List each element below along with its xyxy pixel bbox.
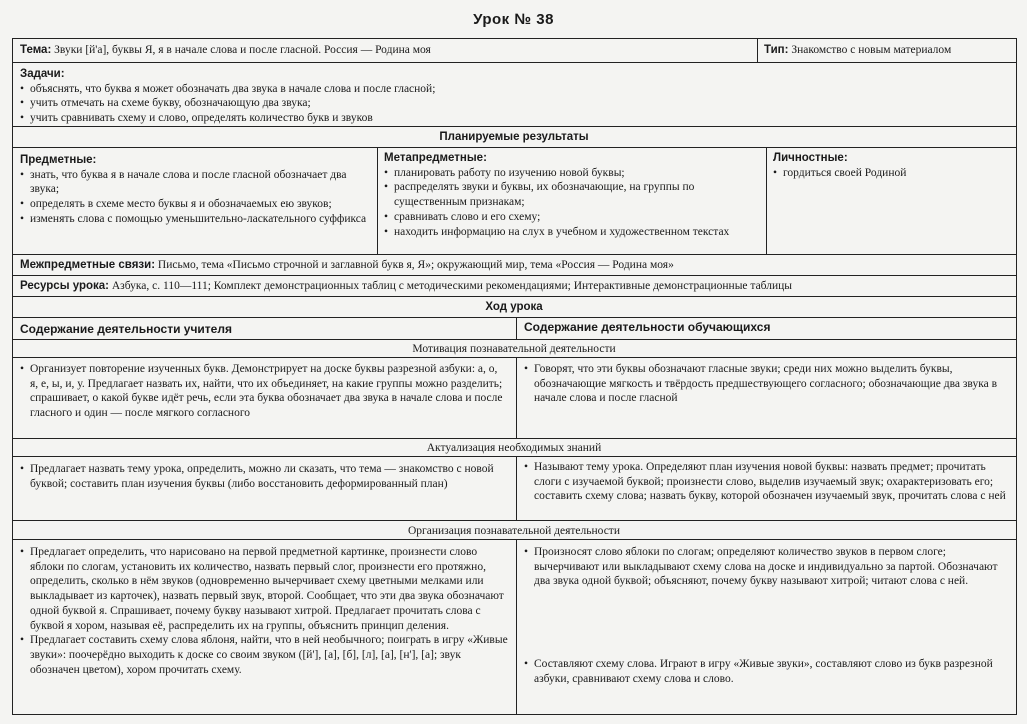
tasks-list [20, 82, 1008, 125]
subject-results [14, 151, 376, 253]
meta-item: • распределять звуки и буквы, их обозначающие, на группы по существенным признакам; [384, 180, 758, 209]
section-teacher-cell [14, 360, 514, 437]
section-students-cell [518, 543, 1014, 619]
tasks-cell [14, 65, 1014, 125]
students-activity: • Говорят, что эти буквы обозначают гласные звуки; среди них можно выделить буквы, обозначающие мягкость и твёрдость предшествующего согласного; обозначающие два звука в начале слова и после гласной [524, 362, 1008, 406]
subject-item: • изменять слова с помощью уменьшительно-ласкательного суффикса [20, 212, 370, 227]
task-item: • учить сравнивать схему и слово, определять количество букв и звуков [20, 111, 1008, 125]
resources-text: Азбука, с. 110—111; Комплект демонстрационных таблиц с методическими рекомендациями; Интерактивные демонстрационные таблицы [111, 280, 793, 292]
type-text: Знакомство с новым материалом [791, 44, 952, 56]
section-title: Мотивация познавательной деятельности [412, 343, 616, 355]
interdisciplinary-text: Письмо, тема «Письмо строчной и заглавной букв я, Я»; окружающий мир, тема «Россия — Родина моя» [157, 259, 674, 271]
section-students-cell [518, 655, 1014, 705]
meta-item: • находить информацию на слух в учебном и художественном текстах [384, 225, 758, 240]
meta-list [384, 166, 758, 240]
resources-cell [14, 277, 1014, 295]
students-activity: • Составляют схему слова. Играют в игру «Живые звуки», составляют слово из букв разрезной азбуки, сравнивают схему слова и слово. [524, 657, 1008, 686]
resources-label: Ресурсы урока: [20, 280, 109, 292]
meta-item: • планировать работу по изучению новой буквы; [384, 166, 758, 181]
tasks-label: Задачи: [20, 68, 65, 80]
teacher-activity: • Организует повторение изученных букв. Демонстрирует на доске буквы разрезной азбуки: а, о, я, е, ы, и, у. Предлагает назвать их, найти, что их объединяет, на какие группы можно разделить; спрашивает, о какой букве идёт речь, если эта буква обозначает два звука в начале слова и после гласного и один — после мягкого согласного [20, 362, 508, 421]
teacher-activity: • Предлагает определить, что нарисовано на первой предметной картинке, произнести слово яблоки по слогам, установить их количество, назвать первый слог, произнести его протяжно, определить, сколько в нём звуков (одновременно вычерчивает схему цветными мелками или выкладывает из карточек), назвать первый звук, второй. Сообщает, что эти два звука обозначают одной буквой я. Спрашивает, почему букву называют хитрой. Предлагает прочитать слова с буквой я хором, называя её, распределить их на группы, объяснить принцип деления. [20, 545, 508, 633]
teacher-activity: • Предлагает составить схему слова яблоня, найти, что в ней необычного; поиграть в игру «Живые звуки»: поочерёдно выходить к доске со своим звуком ([й'], [а], [б], [л], [а], [н'], [а]; звук обозначен цветом), хором прочитать схему. [20, 633, 508, 677]
meta-item: • сравнивать слово и его схему; [384, 210, 758, 225]
subject-list [20, 168, 370, 227]
meta-label: Метапредметные: [384, 152, 487, 164]
task-item: • объяснять, что буква я может обозначать два звука в начале слова и после гласной; [20, 82, 1008, 97]
topic-cell [14, 41, 756, 61]
section-students-cell [518, 360, 1014, 437]
section-students-cell [518, 458, 1014, 520]
type-cell [758, 41, 1016, 61]
subject-label: Предметные: [20, 154, 97, 166]
personal-item: • гордиться своей Родиной [773, 166, 1010, 181]
section-title: Актуализация необходимых знаний [426, 442, 602, 454]
teacher-activity: • Предлагает назвать тему урока, определить, можно ли сказать, что тема — знакомство с новой буквой; составить план изучения буквы (либо восстановить деформированный план) [20, 462, 508, 491]
students-activity: • Называют тему урока. Определяют план изучения новой буквы: назвать предмет; прочитать слоги с изучаемой буквой; произнести слово, выделив изучаемый звук; охарактеризовать его; составить схему слова; назвать букву, которой обозначен изучаемый звук, прочитать слова с ней [524, 460, 1008, 504]
subject-item: • знать, что буква я в начале слова и после гласной обозначает два звука; [20, 168, 370, 197]
type-label: Тип: [764, 44, 789, 56]
students-activity: • Произносят слово яблоки по слогам; определяют количество звуков в первом слоге; вычерчивают или выкладывают схему слова на доске и индивидуально за партой. Обозначают два звука одной буквой; объясняют, почему букву называют хитрой; читают слова с ней. [524, 545, 1008, 589]
section-teacher-cell [14, 460, 514, 520]
document-title: Урок № 38 [473, 11, 554, 28]
task-item: • учить отмечать на схеме букву, обозначающую два звука; [20, 96, 1008, 111]
subject-item: • определять в схеме место буквы я и обозначаемых ею звуков; [20, 197, 370, 212]
students-column-header: Содержание деятельности обучающихся [524, 320, 771, 334]
meta-results [378, 149, 764, 253]
lesson-course-header: Ход урока [485, 301, 543, 313]
teacher-column-header: Содержание деятельности учителя [20, 322, 232, 336]
personal-list [773, 166, 1010, 181]
personal-results [767, 149, 1016, 253]
topic-label: Тема: [20, 44, 52, 56]
section-title: Организация познавательной деятельности [408, 525, 620, 537]
interdisciplinary-cell [14, 256, 1014, 274]
personal-label: Личностные: [773, 152, 848, 164]
planned-results-header: Планируемые результаты [439, 131, 589, 143]
interdisciplinary-label: Межпредметные связи: [20, 259, 156, 271]
section-teacher-cell [14, 543, 514, 713]
topic-text: Звуки [й'а], буквы Я, я в начале слова и после гласной. Россия — Родина моя [54, 44, 431, 56]
